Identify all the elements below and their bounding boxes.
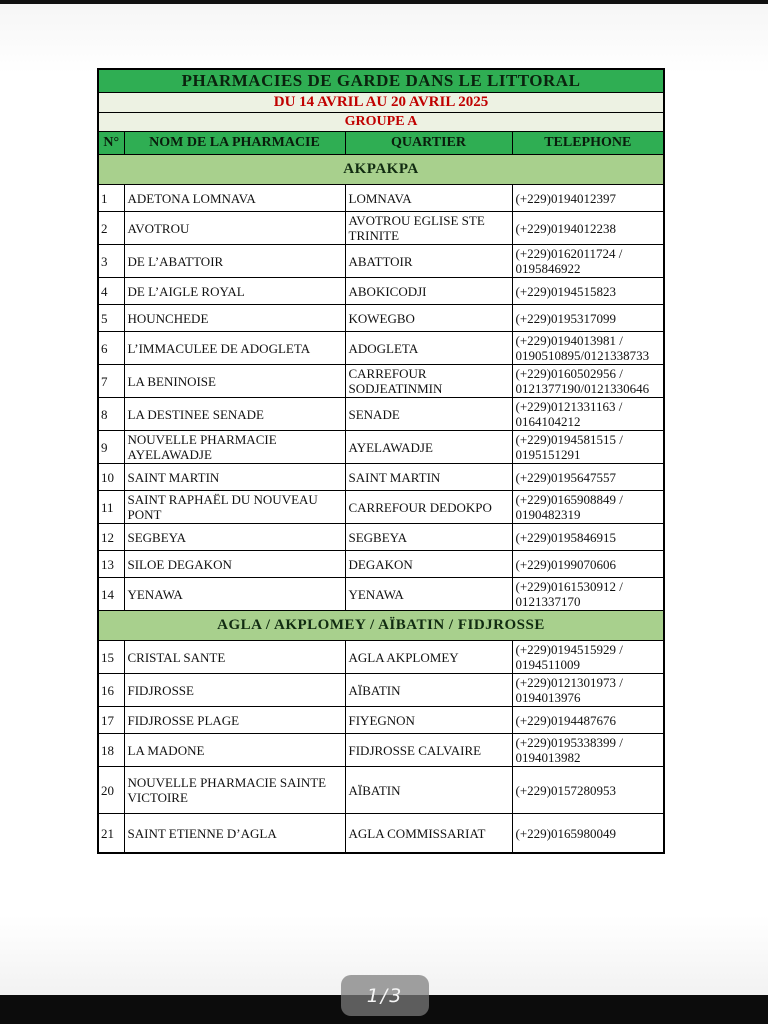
table-row [98, 707, 664, 734]
group-label: GROUPE A [98, 113, 664, 132]
cell-quartier: ABATTOIR [345, 245, 512, 278]
cell-name: DE L’ABATTOIR [124, 245, 345, 278]
cell-quartier: SEGBEYA [345, 524, 512, 551]
cell-name: FIDJROSSE [124, 674, 345, 707]
cell-num: 6 [98, 332, 124, 365]
cell-num: 2 [98, 212, 124, 245]
cell-quartier: LOMNAVA [345, 185, 512, 212]
cell-quartier: AÏBATIN [345, 767, 512, 814]
cell-phone: (+229)0199070606 [512, 551, 664, 578]
table-title: PHARMACIES DE GARDE DANS LE LITTORAL [98, 69, 664, 93]
document-page[interactable] [0, 4, 768, 995]
cell-name: NOUVELLE PHARMACIE AYELAWADJE [124, 431, 345, 464]
table-row [98, 431, 664, 464]
cell-phone: (+229)0194581515 / 0195151291 [512, 431, 664, 464]
cell-phone: (+229)0194013981 / 0190510895/0121338733 [512, 332, 664, 365]
cell-name: LA DESTINEE SENADE [124, 398, 345, 431]
cell-phone: (+229)0194012397 [512, 185, 664, 212]
cell-num: 21 [98, 814, 124, 854]
cell-quartier: KOWEGBO [345, 305, 512, 332]
table-row [98, 641, 664, 674]
column-header-telephone: TELEPHONE [512, 132, 664, 155]
table-row [98, 212, 664, 245]
cell-num: 7 [98, 365, 124, 398]
table-row [98, 245, 664, 278]
cell-phone: (+229)0162011724 / 0195846922 [512, 245, 664, 278]
cell-phone: (+229)0121331163 / 0164104212 [512, 398, 664, 431]
cell-quartier: DEGAKON [345, 551, 512, 578]
cell-quartier: AÏBATIN [345, 674, 512, 707]
table-row [98, 674, 664, 707]
section-title: AKPAKPA [98, 155, 664, 185]
cell-name: SILOE DEGAKON [124, 551, 345, 578]
table-row [98, 332, 664, 365]
cell-phone: (+229)0194515823 [512, 278, 664, 305]
cell-num: 17 [98, 707, 124, 734]
cell-phone: (+229)0157280953 [512, 767, 664, 814]
cell-phone: (+229)0194012238 [512, 212, 664, 245]
cell-quartier: ABOKICODJI [345, 278, 512, 305]
cell-name: YENAWA [124, 578, 345, 611]
table-row [98, 814, 664, 854]
cell-num: 4 [98, 278, 124, 305]
cell-num: 8 [98, 398, 124, 431]
cell-name: LA MADONE [124, 734, 345, 767]
cell-quartier: AGLA AKPLOMEY [345, 641, 512, 674]
cell-quartier: AVOTROU EGLISE STE TRINITE [345, 212, 512, 245]
cell-num: 3 [98, 245, 124, 278]
table-row [98, 278, 664, 305]
table-row [98, 524, 664, 551]
section-header-row [98, 611, 664, 641]
column-header-num: N° [98, 132, 124, 155]
pharmacies-table [97, 68, 665, 854]
cell-name: LA BENINOISE [124, 365, 345, 398]
table-row [98, 305, 664, 332]
table-row [98, 398, 664, 431]
cell-name: SAINT MARTIN [124, 464, 345, 491]
cell-name: FIDJROSSE PLAGE [124, 707, 345, 734]
cell-phone: (+229)0195338399 / 0194013982 [512, 734, 664, 767]
cell-phone: (+229)0161530912 / 0121337170 [512, 578, 664, 611]
cell-name: ADETONA LOMNAVA [124, 185, 345, 212]
cell-name: SAINT ETIENNE D’AGLA [124, 814, 345, 854]
table-row [98, 551, 664, 578]
top-black-bar [0, 0, 768, 4]
table-row [98, 464, 664, 491]
cell-name: SEGBEYA [124, 524, 345, 551]
cell-num: 16 [98, 674, 124, 707]
cell-quartier: SAINT MARTIN [345, 464, 512, 491]
group-row [98, 113, 664, 132]
cell-quartier: AGLA COMMISSARIAT [345, 814, 512, 854]
column-header-quartier: QUARTIER [345, 132, 512, 155]
cell-quartier: CARREFOUR SODJEATINMIN [345, 365, 512, 398]
cell-quartier: YENAWA [345, 578, 512, 611]
column-header-name: NOM DE LA PHARMACIE [124, 132, 345, 155]
cell-phone: (+229)0165908849 / 0190482319 [512, 491, 664, 524]
table-row [98, 767, 664, 814]
date-range: DU 14 AVRIL AU 20 AVRIL 2025 [98, 93, 664, 113]
cell-num: 14 [98, 578, 124, 611]
cell-quartier: FIYEGNON [345, 707, 512, 734]
date-row [98, 93, 664, 113]
cell-quartier: AYELAWADJE [345, 431, 512, 464]
cell-phone: (+229)0194487676 [512, 707, 664, 734]
cell-num: 11 [98, 491, 124, 524]
cell-name: NOUVELLE PHARMACIE SAINTE VICTOIRE [124, 767, 345, 814]
table-row [98, 491, 664, 524]
cell-num: 10 [98, 464, 124, 491]
cell-phone: (+229)0160502956 / 0121377190/0121330646 [512, 365, 664, 398]
cell-num: 12 [98, 524, 124, 551]
cell-num: 13 [98, 551, 124, 578]
section-title: AGLA / AKPLOMEY / AÏBATIN / FIDJROSSE [98, 611, 664, 641]
table-row [98, 185, 664, 212]
cell-phone: (+229)0195317099 [512, 305, 664, 332]
page-indicator [341, 975, 429, 1016]
cell-name: DE L’AIGLE ROYAL [124, 278, 345, 305]
cell-num: 18 [98, 734, 124, 767]
cell-phone: (+229)0121301973 / 0194013976 [512, 674, 664, 707]
cell-phone: (+229)0165980049 [512, 814, 664, 854]
table-row [98, 578, 664, 611]
table-row [98, 734, 664, 767]
cell-quartier: ADOGLETA [345, 332, 512, 365]
title-row [98, 69, 664, 93]
cell-num: 15 [98, 641, 124, 674]
cell-name: L’IMMACULEE DE ADOGLETA [124, 332, 345, 365]
cell-num: 20 [98, 767, 124, 814]
cell-num: 9 [98, 431, 124, 464]
cell-quartier: FIDJROSSE CALVAIRE [345, 734, 512, 767]
table-row [98, 365, 664, 398]
cell-name: AVOTROU [124, 212, 345, 245]
cell-num: 5 [98, 305, 124, 332]
cell-num: 1 [98, 185, 124, 212]
page-indicator-label: 1/3 [366, 984, 404, 1007]
cell-phone: (+229)0194515929 / 0194511009 [512, 641, 664, 674]
cell-quartier: CARREFOUR DEDOKPO [345, 491, 512, 524]
cell-name: CRISTAL SANTE [124, 641, 345, 674]
cell-name: SAINT RAPHAËL DU NOUVEAU PONT [124, 491, 345, 524]
cell-phone: (+229)0195846915 [512, 524, 664, 551]
section-header-row [98, 155, 664, 185]
column-header-row [98, 132, 664, 155]
cell-name: HOUNCHEDE [124, 305, 345, 332]
cell-quartier: SENADE [345, 398, 512, 431]
cell-phone: (+229)0195647557 [512, 464, 664, 491]
